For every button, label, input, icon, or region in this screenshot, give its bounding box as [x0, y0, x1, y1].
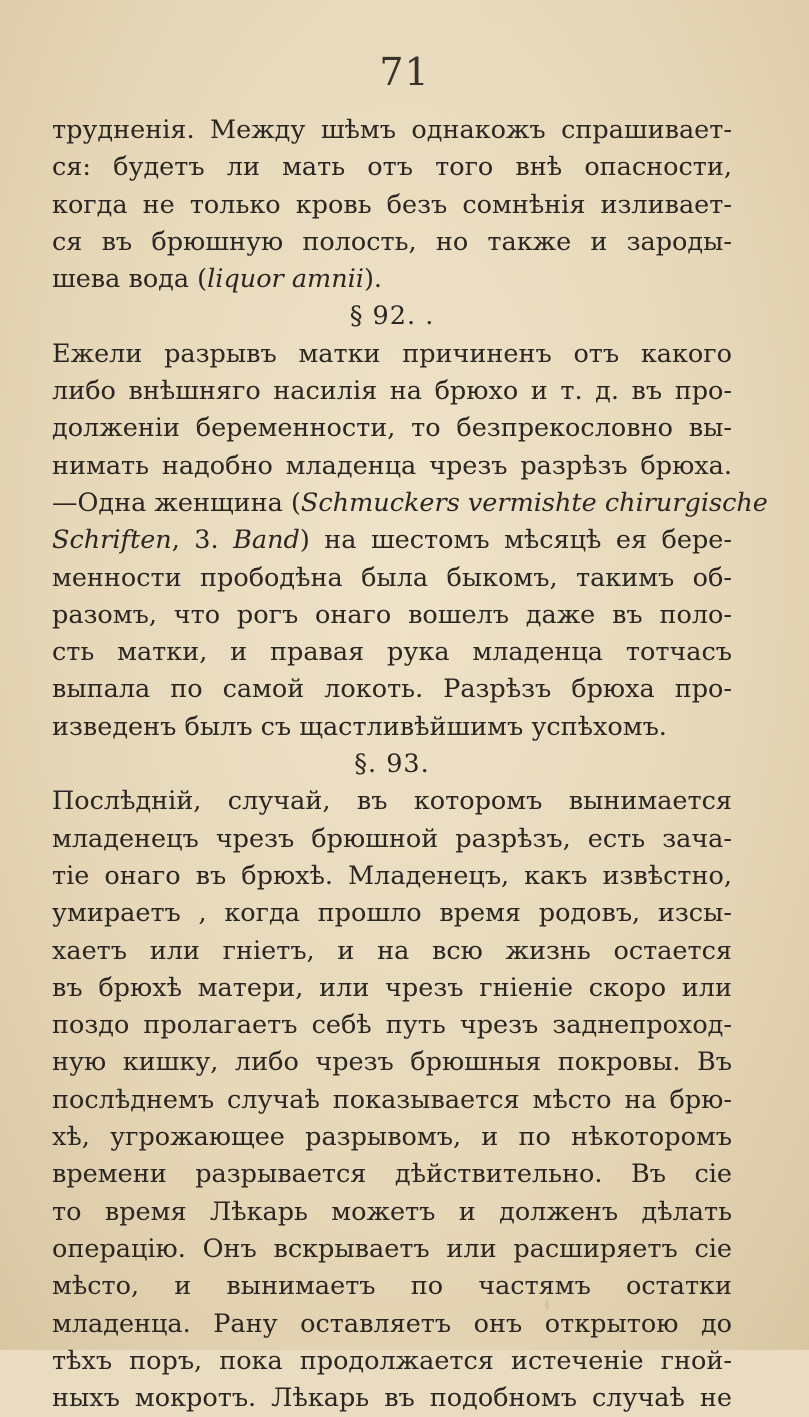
- text-line: тѣхъ поръ, пока продолжается истеченіе гной-: [52, 1345, 732, 1376]
- text-line: либо внѣшняго насилія на брюхо и т. д. въ про-: [52, 376, 732, 407]
- text-line: Ежели разрывъ матки причиненъ отъ какого: [52, 338, 732, 369]
- text-line: тіе онаго въ брюхѣ. Младенецъ, какъ извѣстно,: [52, 860, 732, 891]
- text-line: [52, 522, 732, 559]
- text-line: времени разрывается дѣйствительно. Въ сіе: [52, 1159, 732, 1190]
- text-line: когда не только кровь безъ сомнѣнія изливает-: [52, 189, 732, 220]
- text-line: мѣсто, и вынимаетъ по частямъ остатки: [52, 1271, 732, 1302]
- text-span: ) на шестомъ мѣсяцѣ ея бере-: [299, 525, 732, 556]
- text-line: умираетъ , когда прошло время родовъ, изсы-: [52, 898, 732, 929]
- text-line: долженіи беременности, то безпрекословно вы-: [52, 413, 732, 444]
- text-span: —Одна женщина (: [52, 487, 301, 518]
- section-heading: § 92. .: [349, 301, 435, 332]
- text-line: ныхъ мокротъ. Лѣкарь въ подобномъ случаѣ не: [52, 1383, 732, 1414]
- italic-citation: Band: [233, 525, 300, 556]
- text-line: сть матки, и правая рука младенца тотчасъ: [52, 637, 732, 668]
- text-span: ).: [363, 264, 383, 295]
- body-text: [52, 112, 768, 1417]
- text-line: изведенъ былъ съ щастливѣйшимъ успѣхомъ.: [52, 711, 667, 742]
- text-line: то время Лѣкарь можетъ и долженъ дѣлать: [52, 1196, 732, 1227]
- italic-citation: Schriften: [52, 525, 172, 556]
- text-line: послѣднемъ случаѣ показывается мѣсто на брю-: [52, 1084, 732, 1115]
- text-line: ся въ брюшную полость, но также и зароды-: [52, 226, 732, 257]
- text-line: поздо пролагаетъ себѣ путь чрезъ заднепроход-: [52, 1010, 732, 1041]
- text-line: операцію. Онъ вскрываетъ или расширяетъ сіе: [52, 1233, 732, 1264]
- text-line: Послѣдній, случай, въ которомъ вынимается: [52, 786, 732, 817]
- text-line: хаетъ или гніетъ, и на всю жизнь остается: [52, 935, 732, 966]
- text-line: младенца. Рану оставляетъ онъ открытою до: [52, 1308, 732, 1339]
- text-span: , 3.: [171, 525, 234, 556]
- text-line: нимать надобно младенца чрезъ разрѣзъ брюха.: [52, 450, 732, 481]
- text-line: менности прободѣна была быкомъ, такимъ об-: [52, 562, 732, 593]
- text-line: выпала по самой локоть. Разрѣзъ брюха про-: [52, 674, 732, 705]
- section-heading: §. 93.: [354, 749, 430, 780]
- text-line: ную кишку, либо чрезъ брюшныя покровы. Въ: [52, 1047, 732, 1078]
- text-line: [52, 485, 768, 522]
- page-number: 71: [379, 50, 430, 94]
- text-line: разомъ, что рогъ онаго вошелъ даже въ поло-: [52, 599, 732, 630]
- text-line: трудненія. Между шѣмъ однакожъ спрашивает-: [52, 115, 732, 145]
- text-line: въ брюхѣ матери, или чрезъ гніеніе скоро или: [52, 972, 732, 1003]
- text-line: хѣ, угрожающее разрывомъ, и по нѣкоторомъ: [52, 1122, 732, 1153]
- text-span: шева вода (: [52, 264, 208, 295]
- text-line: младенецъ чрезъ брюшной разрѣзъ, есть зача-: [52, 823, 732, 854]
- text-line: [52, 261, 732, 298]
- text-line: ся: будетъ ли мать отъ того внѣ опасности,: [52, 152, 732, 183]
- italic-citation: liquor amnii: [207, 264, 364, 295]
- italic-citation: Schmuckers vermishte chirurgische: [300, 487, 768, 518]
